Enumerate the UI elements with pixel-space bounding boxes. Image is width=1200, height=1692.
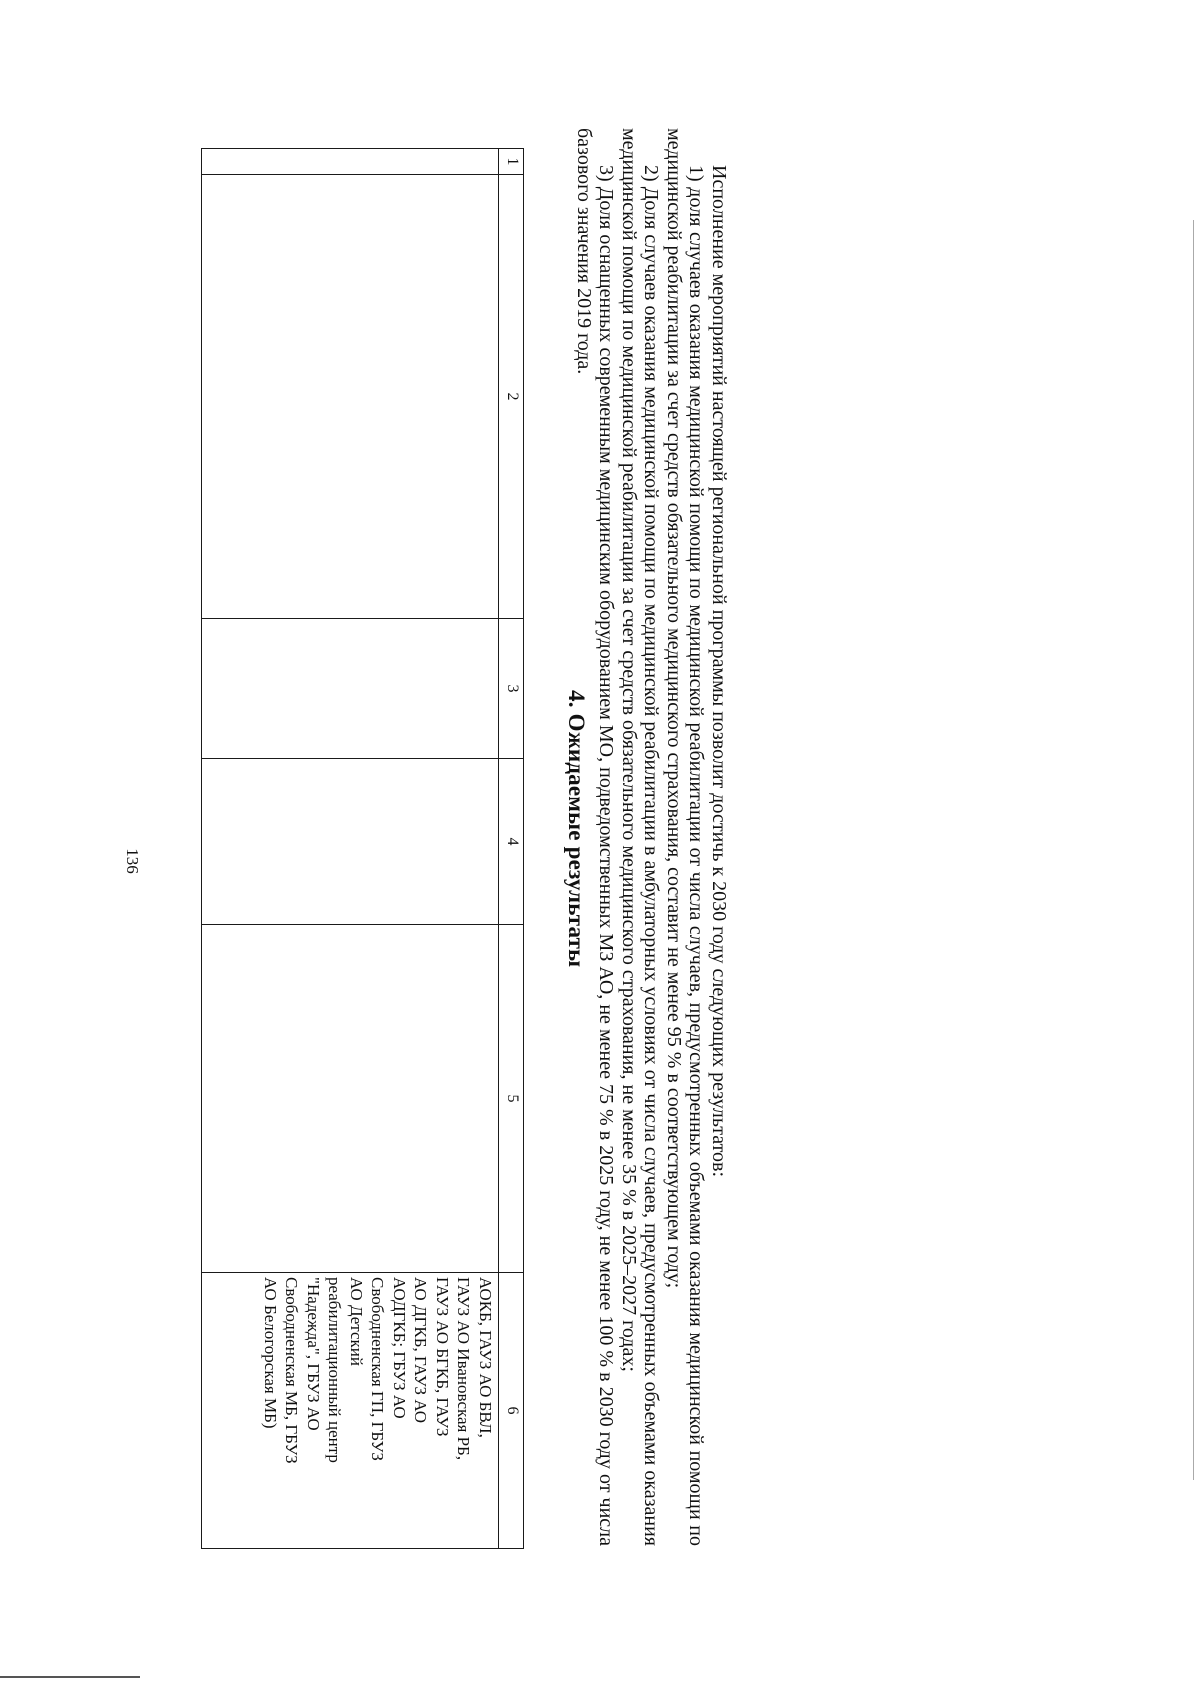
- responsibility-table: [201, 148, 524, 1549]
- executor-line: АОДГКБ; ГБУЗ АО: [390, 1277, 409, 1419]
- column-header-5: 5: [499, 925, 524, 1273]
- cell-col-5: [202, 925, 499, 1273]
- column-header-3: 3: [499, 619, 524, 759]
- column-header-6: 6: [499, 1273, 524, 1549]
- column-header-1: 1: [499, 149, 524, 175]
- section-heading: 4. Ожидаемые результаты: [564, 690, 589, 968]
- result-item-3: 3) Доля оснащенных современным медицинским оборудованием МО, подведомственных МЗ АО, не менее 75 % в 2025 году, не менее 100 % в 2030 году от числа базового значения 2019 года.: [573, 128, 618, 1546]
- executor-line: Свободненская МБ, ГБУЗ: [282, 1277, 302, 1464]
- executor-line: АОКБ, ГАУЗ АО БВЛ,: [476, 1277, 495, 1438]
- executor-line: АО Белогорская МБ): [261, 1277, 280, 1429]
- cell-col-6-executors: [202, 1273, 499, 1549]
- executor-line: АО ДГКБ, ГАУЗ АО: [411, 1277, 431, 1424]
- column-header-2: 2: [499, 175, 524, 619]
- cell-col-1: [202, 149, 499, 175]
- column-header-4: 4: [499, 759, 524, 925]
- intro-paragraph: Исполнение мероприятий настоящей региональной программы позволит достичь к 2030 году следующих результатов:: [708, 165, 730, 1178]
- executor-line: "Надежда", ГБУЗ АО: [304, 1277, 323, 1431]
- section-body: [573, 128, 731, 1546]
- cell-col-2: [202, 175, 499, 619]
- table-header-row: [499, 149, 524, 1549]
- page-number: 136: [123, 848, 142, 874]
- executor-line: АО Детский: [347, 1277, 366, 1366]
- executor-line: Свободненская ГП, ГБУЗ: [368, 1277, 388, 1461]
- executor-line: ГАУЗ АО БГКБ, ГАУЗ: [433, 1277, 452, 1437]
- cell-col-4: [202, 759, 499, 925]
- cell-col-3: [202, 619, 499, 759]
- result-item-1: 1) доля случаев оказания медицинской помощи по медицинской реабилитации от числа случаев, предусмотренных объемами оказания медицинской помощи по медицинской реабилитации за счет средств обязательного медицинского страхования, составит не менее 95 % в соответствующем году;: [663, 128, 708, 1546]
- executor-line: реабилитационный центр: [325, 1277, 345, 1463]
- table-row: [202, 149, 499, 1549]
- executor-line: ГАУЗ АО Ивановская РБ,: [454, 1277, 474, 1461]
- result-item-2: 2) Доля случаев оказания медицинской помощи по медицинской реабилитации в амбулаторных условиях от числа случаев, предусмотренных объемами оказания медицинской помощи по медицинской реабилитации за счет средств обязательного медицинского страхования, не менее 35 % в 2025–2027 годах;: [618, 128, 663, 1546]
